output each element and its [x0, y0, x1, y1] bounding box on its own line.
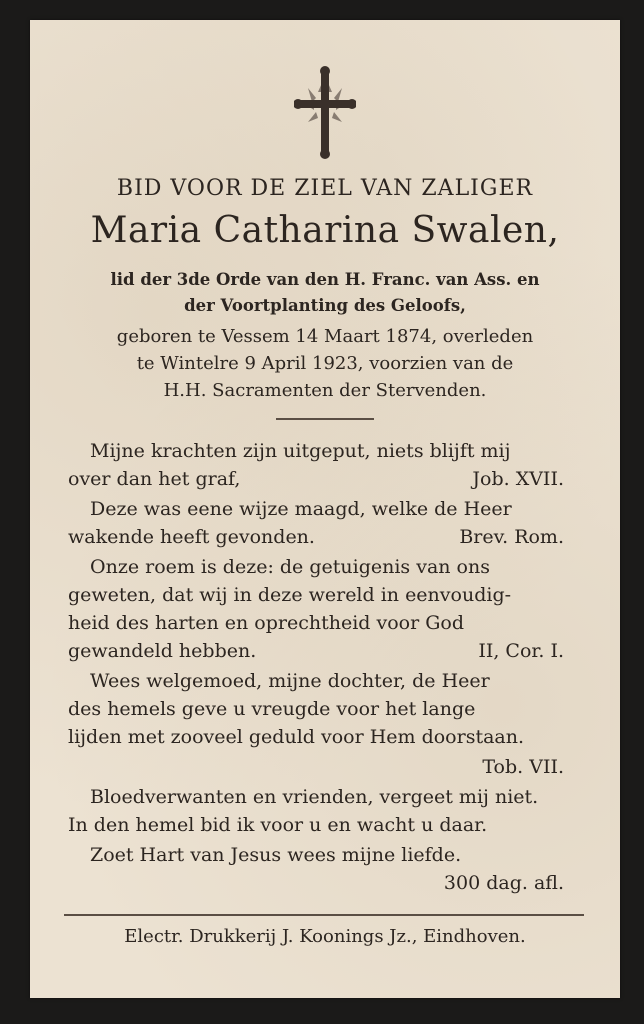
- deceased-name: Maria Catharina Swalen,: [90, 210, 560, 251]
- divider-long: [64, 914, 584, 916]
- memorial-card: [30, 20, 620, 998]
- body-line: Tob. VII.: [482, 756, 564, 778]
- body-line: des hemels geve u vreugde voor het lange: [68, 698, 476, 720]
- info-line-2: te Wintelre 9 April 1923, voorzien van de: [136, 353, 514, 374]
- body-line: In den hemel bid ik voor u en wacht u daar.: [68, 814, 488, 836]
- body-line: Deze was eene wijze maagd, welke de Heer: [90, 498, 512, 520]
- body-line: Bloedverwanten en vrienden, vergeet mij niet.: [90, 786, 539, 808]
- body-line: Zoet Hart van Jesus wees mijne liefde.: [90, 844, 462, 866]
- body-line: over dan het graf, Job. XVII.: [68, 468, 564, 490]
- body-line: lijden met zooveel geduld voor Hem doorstaan.: [68, 726, 525, 748]
- body-line: wakende heeft gevonden. Brev. Rom.: [68, 526, 564, 548]
- printer-credit: Electr. Drukkerij J. Koonings Jz., Eindhoven.: [124, 926, 526, 947]
- heading: BID VOOR DE ZIEL VAN ZALIGER: [116, 176, 534, 201]
- cross-icon: [294, 66, 356, 162]
- info-line-1: geboren te Vessem 14 Maart 1874, overleden: [116, 326, 534, 347]
- divider-short: [276, 418, 374, 420]
- subtitle-line-2: der Voortplanting des Geloofs,: [184, 296, 466, 315]
- subtitle-line-1: lid der 3de Orde van den H. Franc. van Ass. en: [110, 270, 540, 289]
- body-line: geweten, dat wij in deze wereld in eenvoudig-: [68, 584, 512, 606]
- body-line: Mijne krachten zijn uitgeput, niets blijft mij: [90, 440, 511, 462]
- body-line: 300 dag. afl.: [443, 872, 564, 894]
- body-line: Onze roem is deze: de getuigenis van ons: [90, 556, 490, 578]
- body-line: gewandeld hebben. II, Cor. I.: [68, 640, 564, 662]
- body-line: Wees welgemoed, mijne dochter, de Heer: [90, 670, 490, 692]
- body-line: heid des harten en oprechtheid voor God: [68, 612, 464, 634]
- info-line-3: H.H. Sacramenten der Stervenden.: [163, 380, 487, 401]
